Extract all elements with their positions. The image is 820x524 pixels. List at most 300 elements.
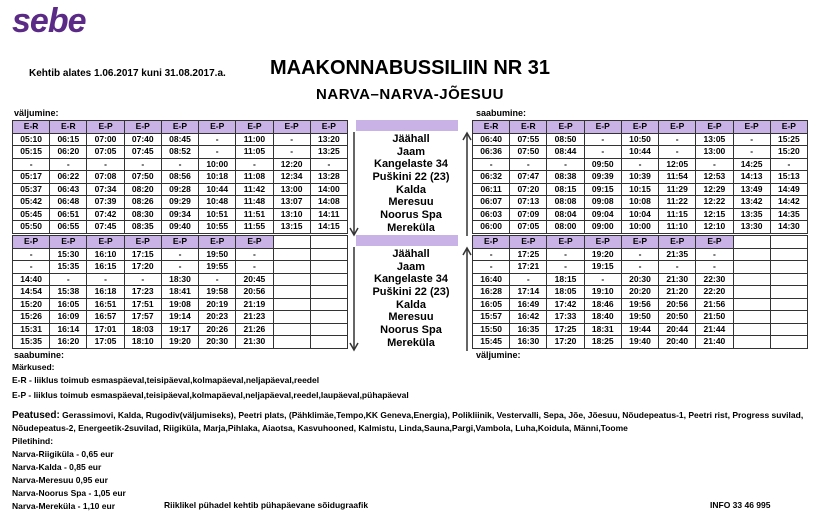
time-cell: 07:40 [124, 133, 161, 146]
table-row [13, 273, 348, 286]
arrival-label-left: saabumine: [14, 350, 65, 360]
time-cell [273, 336, 310, 349]
time-cell: 15:35 [50, 261, 87, 274]
time-cell: 19:15 [584, 261, 621, 274]
notes-heading: Märkused: [12, 362, 55, 372]
time-cell: - [124, 158, 161, 171]
day-type-cell: E-P [273, 121, 310, 134]
up-arrow-icon [462, 245, 472, 353]
time-cell [273, 286, 310, 299]
time-cell: 18:41 [161, 286, 198, 299]
stops-info [12, 409, 812, 434]
time-cell: 20:44 [659, 323, 696, 336]
time-cell: 14:35 [770, 208, 807, 221]
day-type-cell: E-P [547, 121, 584, 134]
time-cell: 10:44 [199, 183, 236, 196]
time-cell: 19:58 [199, 286, 236, 299]
time-cell: - [161, 158, 198, 171]
time-cell [273, 298, 310, 311]
time-cell: 10:48 [199, 196, 236, 209]
time-cell: 21:23 [236, 311, 273, 324]
time-cell: 17:33 [547, 311, 584, 324]
time-cell: 06:20 [50, 146, 87, 159]
time-cell: 07:42 [87, 208, 124, 221]
time-cell: - [161, 261, 198, 274]
time-cell: 05:10 [13, 133, 50, 146]
time-cell: 09:29 [161, 196, 198, 209]
time-cell: 16:57 [87, 311, 124, 324]
time-cell: 08:38 [547, 171, 584, 184]
time-cell: 11:54 [659, 171, 696, 184]
time-cell: 15:38 [50, 286, 87, 299]
time-cell [310, 336, 347, 349]
time-cell: 17:01 [87, 323, 124, 336]
time-cell: 22:20 [696, 286, 733, 299]
route-subtitle: NARVA–NARVA-JÕESUU [316, 86, 504, 103]
stop-name: Kalda [396, 298, 426, 311]
table-row [13, 158, 348, 171]
time-cell: 12:22 [696, 196, 733, 209]
time-cell: - [659, 146, 696, 159]
table-row [473, 248, 808, 261]
time-cell: 06:51 [50, 208, 87, 221]
day-type-cell: E-P [199, 236, 236, 249]
time-cell: 07:08 [87, 171, 124, 184]
time-cell: 18:40 [584, 311, 621, 324]
time-cell: 16:05 [50, 298, 87, 311]
table-row [13, 311, 348, 324]
time-cell: 17:15 [124, 248, 161, 261]
time-cell: 09:15 [584, 183, 621, 196]
day-type-cell [733, 236, 770, 249]
time-cell: 20:19 [199, 298, 236, 311]
time-cell: - [473, 248, 510, 261]
day-type-cell: E-R [50, 121, 87, 134]
time-cell: 11:08 [236, 171, 273, 184]
table-row [473, 298, 808, 311]
table-row [13, 146, 348, 159]
time-cell: - [236, 248, 273, 261]
stop-name: Noorus Spa [380, 323, 442, 336]
time-cell: 12:34 [273, 171, 310, 184]
day-type-cell [310, 236, 347, 249]
time-cell: - [584, 133, 621, 146]
stop-name: Jaam [396, 260, 426, 273]
day-type-cell: E-P [124, 236, 161, 249]
time-cell: 18:03 [124, 323, 161, 336]
stop-name: Mereküla [387, 336, 435, 349]
time-cell: 08:50 [547, 133, 584, 146]
time-cell: 17:57 [124, 311, 161, 324]
day-type-cell [273, 236, 310, 249]
time-cell: 08:30 [124, 208, 161, 221]
time-cell: 12:29 [696, 183, 733, 196]
time-cell: - [733, 133, 770, 146]
time-cell: 15:25 [770, 133, 807, 146]
time-cell [733, 273, 770, 286]
table-row [13, 298, 348, 311]
time-cell [770, 323, 807, 336]
time-cell: 06:55 [50, 221, 87, 234]
time-cell: - [547, 248, 584, 261]
time-cell: 21:20 [659, 286, 696, 299]
time-cell: 08:44 [547, 146, 584, 159]
time-cell: 13:10 [273, 208, 310, 221]
time-cell: 10:00 [621, 221, 658, 234]
time-cell: - [621, 248, 658, 261]
time-cell: - [87, 273, 124, 286]
time-cell: 05:45 [13, 208, 50, 221]
table-row [473, 336, 808, 349]
time-cell: 21:50 [696, 311, 733, 324]
time-cell: 19:44 [621, 323, 658, 336]
time-cell: 05:37 [13, 183, 50, 196]
time-cell [770, 311, 807, 324]
time-cell: - [124, 273, 161, 286]
time-cell: 19:55 [199, 261, 236, 274]
sebe-logo: sebe [12, 2, 86, 40]
time-cell: 16:30 [510, 336, 547, 349]
day-type-cell: E-P [199, 121, 236, 134]
time-cell: 06:07 [473, 196, 510, 209]
stop-name: Puškini 22 (23) [372, 170, 450, 183]
stop-name: Jaam [396, 145, 426, 158]
stop-name: Jäähall [392, 133, 430, 145]
down-arrow-icon [349, 245, 359, 353]
time-cell: 07:00 [87, 133, 124, 146]
price-item: Narva-Kalda - 0,85 eur [12, 462, 102, 472]
time-cell: 14:40 [13, 273, 50, 286]
time-cell: 21:35 [659, 248, 696, 261]
table-row [13, 183, 348, 196]
time-cell: - [696, 261, 733, 274]
day-type-cell: E-P [124, 121, 161, 134]
table-row [473, 323, 808, 336]
time-cell: 10:50 [621, 133, 658, 146]
time-cell: 15:35 [13, 336, 50, 349]
time-cell: 19:40 [621, 336, 658, 349]
time-cell: - [199, 133, 236, 146]
time-cell: 11:51 [236, 208, 273, 221]
stop-name: Kalda [396, 183, 426, 196]
time-cell: 17:25 [510, 248, 547, 261]
time-cell: 11:15 [659, 208, 696, 221]
time-cell: 19:17 [161, 323, 198, 336]
time-cell [733, 286, 770, 299]
time-cell: 14:00 [310, 183, 347, 196]
time-cell [273, 311, 310, 324]
time-cell [770, 261, 807, 274]
time-cell: 12:15 [696, 208, 733, 221]
stop-name: Mereküla [387, 221, 435, 234]
time-cell: 18:10 [124, 336, 161, 349]
time-cell: 06:36 [473, 146, 510, 159]
time-cell [310, 248, 347, 261]
time-cell: 07:13 [510, 196, 547, 209]
time-cell: 12:05 [659, 158, 696, 171]
day-type-cell: E-P [236, 121, 273, 134]
time-cell: - [87, 158, 124, 171]
day-type-cell: E-P [659, 121, 696, 134]
table-row [13, 286, 348, 299]
time-cell: 10:55 [199, 221, 236, 234]
time-cell: 19:50 [621, 311, 658, 324]
time-cell: 16:10 [87, 248, 124, 261]
table-row [473, 171, 808, 184]
table-row [473, 196, 808, 209]
time-cell: 20:56 [236, 286, 273, 299]
time-cell: 13:30 [733, 221, 770, 234]
time-cell: 07:34 [87, 183, 124, 196]
day-type-cell: E-P [236, 236, 273, 249]
time-cell: - [770, 158, 807, 171]
table-row [13, 208, 348, 221]
time-cell: - [584, 273, 621, 286]
time-cell: 10:39 [621, 171, 658, 184]
time-cell: 14:13 [733, 171, 770, 184]
time-cell: 15:57 [473, 311, 510, 324]
time-cell: 07:50 [124, 171, 161, 184]
time-cell: 10:51 [199, 208, 236, 221]
time-cell: - [510, 158, 547, 171]
time-cell: - [199, 146, 236, 159]
departure-label-left: väljumine: [14, 108, 59, 118]
time-cell: 05:42 [13, 196, 50, 209]
time-cell [733, 298, 770, 311]
time-cell: 21:40 [696, 336, 733, 349]
time-cell: - [621, 158, 658, 171]
time-cell: - [13, 158, 50, 171]
time-cell: - [659, 261, 696, 274]
table-row [13, 336, 348, 349]
time-cell: 13:15 [273, 221, 310, 234]
time-cell [273, 273, 310, 286]
day-type-cell: E-P [584, 121, 621, 134]
time-cell: 08:45 [161, 133, 198, 146]
time-cell: - [547, 261, 584, 274]
time-cell: 14:42 [770, 196, 807, 209]
time-cell: 07:45 [124, 146, 161, 159]
time-cell: 14:11 [310, 208, 347, 221]
stops-header-bar [356, 120, 458, 131]
note-er: E-R - liiklus toimub esmaspäeval,teisipäeval,kolmapäeval,neljapäeval,reedel [12, 375, 320, 385]
time-cell: 16:42 [510, 311, 547, 324]
time-cell: 12:53 [696, 171, 733, 184]
time-cell: 14:15 [310, 221, 347, 234]
time-cell: 09:08 [584, 196, 621, 209]
table-row [473, 208, 808, 221]
day-type-cell: E-P [50, 236, 87, 249]
time-cell: - [584, 146, 621, 159]
day-type-cell: E-R [13, 121, 50, 134]
time-cell: - [13, 261, 50, 274]
table-row [473, 183, 808, 196]
up-arrow-icon [462, 130, 472, 238]
time-cell [770, 298, 807, 311]
time-cell: 16:49 [510, 298, 547, 311]
time-cell: 07:45 [87, 221, 124, 234]
time-cell: 09:04 [584, 208, 621, 221]
time-cell: 06:48 [50, 196, 87, 209]
time-cell: 07:09 [510, 208, 547, 221]
time-cell: 08:26 [124, 196, 161, 209]
price-item: Narva-Meresuu 0,95 eur [12, 475, 108, 485]
table-row [13, 248, 348, 261]
time-cell: 14:08 [310, 196, 347, 209]
time-cell [310, 273, 347, 286]
day-type-cell: E-P [621, 236, 658, 249]
time-cell: 15:13 [770, 171, 807, 184]
day-type-cell: E-P [13, 236, 50, 249]
stop-name: Meresuu [388, 311, 434, 324]
time-cell: 09:50 [584, 158, 621, 171]
time-cell: 06:03 [473, 208, 510, 221]
validity-period: Kehtib alates 1.06.2017 kuni 31.08.2017.a. [29, 68, 226, 79]
time-cell: 21:56 [696, 298, 733, 311]
price-heading: Piletihind: [12, 436, 54, 446]
time-cell: 17:20 [547, 336, 584, 349]
time-cell: 18:15 [547, 273, 584, 286]
time-cell [733, 311, 770, 324]
time-cell: - [733, 146, 770, 159]
time-cell: - [13, 248, 50, 261]
time-cell: 13:05 [696, 133, 733, 146]
time-cell: 20:45 [236, 273, 273, 286]
table-row [13, 133, 348, 146]
time-cell: 20:20 [621, 286, 658, 299]
table-header-row [13, 121, 348, 134]
table-row [473, 286, 808, 299]
time-cell [310, 323, 347, 336]
time-cell: 11:42 [236, 183, 273, 196]
time-cell: 07:20 [510, 183, 547, 196]
day-type-cell: E-P [584, 236, 621, 249]
time-cell: 19:10 [584, 286, 621, 299]
time-cell: 08:35 [124, 221, 161, 234]
time-cell: 11:55 [236, 221, 273, 234]
time-cell: 17:25 [547, 323, 584, 336]
time-cell: 16:20 [50, 336, 87, 349]
time-cell: 17:14 [510, 286, 547, 299]
time-cell: 21:26 [236, 323, 273, 336]
time-cell: 17:42 [547, 298, 584, 311]
time-cell [273, 261, 310, 274]
stop-name: Puškini 22 (23) [372, 285, 450, 298]
table-row [13, 261, 348, 274]
table-row [13, 171, 348, 184]
time-cell: - [310, 158, 347, 171]
timetable-joesuu-to-narva-morning [472, 120, 808, 234]
time-cell: 10:08 [621, 196, 658, 209]
time-cell: 10:15 [621, 183, 658, 196]
time-cell: 05:17 [13, 171, 50, 184]
time-cell: 20:40 [659, 336, 696, 349]
time-cell: 18:31 [584, 323, 621, 336]
table-row [13, 221, 348, 234]
table-row [473, 146, 808, 159]
time-cell: 17:21 [510, 261, 547, 274]
time-cell: 11:22 [659, 196, 696, 209]
day-type-cell: E-P [87, 236, 124, 249]
time-cell: 20:30 [621, 273, 658, 286]
time-cell: 13:00 [273, 183, 310, 196]
time-cell: 07:47 [510, 171, 547, 184]
time-cell: - [547, 158, 584, 171]
time-cell [310, 261, 347, 274]
info-phone: INFO 33 46 995 [710, 500, 771, 510]
time-cell: 07:39 [87, 196, 124, 209]
timetable-narva-to-joesuu-morning [12, 120, 348, 234]
time-cell [310, 286, 347, 299]
time-cell: 06:40 [473, 133, 510, 146]
time-cell: 19:56 [621, 298, 658, 311]
time-cell: 19:20 [161, 336, 198, 349]
time-cell: 19:14 [161, 311, 198, 324]
price-item: Narva-Noorus Spa - 1,05 eur [12, 488, 126, 498]
stop-name: Meresuu [388, 196, 434, 209]
time-cell: 11:10 [659, 221, 696, 234]
time-cell: 19:50 [199, 248, 236, 261]
time-cell: - [273, 133, 310, 146]
time-cell: 13:28 [310, 171, 347, 184]
time-cell: 05:50 [13, 221, 50, 234]
time-cell: 15:45 [473, 336, 510, 349]
table-header-row [473, 121, 808, 134]
time-cell: 11:00 [236, 133, 273, 146]
time-cell: - [199, 273, 236, 286]
time-cell: - [473, 261, 510, 274]
time-cell: 17:23 [124, 286, 161, 299]
table-row [473, 311, 808, 324]
time-cell: 18:46 [584, 298, 621, 311]
time-cell: 16:40 [473, 273, 510, 286]
time-cell: 13:25 [310, 146, 347, 159]
time-cell: 06:11 [473, 183, 510, 196]
time-cell: - [273, 146, 310, 159]
stops-info-label: Peatused: [12, 410, 60, 421]
time-cell: 20:23 [199, 311, 236, 324]
time-cell: 12:10 [696, 221, 733, 234]
day-type-cell: E-P [733, 121, 770, 134]
time-cell: 18:30 [161, 273, 198, 286]
time-cell: 10:00 [199, 158, 236, 171]
time-cell: 13:07 [273, 196, 310, 209]
time-cell: 13:00 [696, 146, 733, 159]
route-title: MAAKONNABUSSILIIN NR 31 [269, 57, 551, 79]
time-cell: 16:14 [50, 323, 87, 336]
day-type-cell: E-P [696, 236, 733, 249]
time-cell: 09:34 [161, 208, 198, 221]
time-cell [733, 261, 770, 274]
time-cell: 10:18 [199, 171, 236, 184]
day-type-cell: E-P [161, 236, 198, 249]
time-cell: 09:40 [161, 221, 198, 234]
time-cell [310, 298, 347, 311]
time-cell [273, 248, 310, 261]
table-row [473, 221, 808, 234]
arrival-label-right: saabumine: [476, 108, 527, 118]
time-cell: 08:20 [124, 183, 161, 196]
time-cell [310, 311, 347, 324]
time-cell: 06:32 [473, 171, 510, 184]
time-cell: 06:43 [50, 183, 87, 196]
timetable-narva-to-joesuu-afternoon [12, 235, 348, 349]
time-cell: - [696, 158, 733, 171]
day-type-cell: E-P [659, 236, 696, 249]
time-cell [770, 336, 807, 349]
time-cell: 20:50 [659, 311, 696, 324]
time-cell: 19:20 [584, 248, 621, 261]
